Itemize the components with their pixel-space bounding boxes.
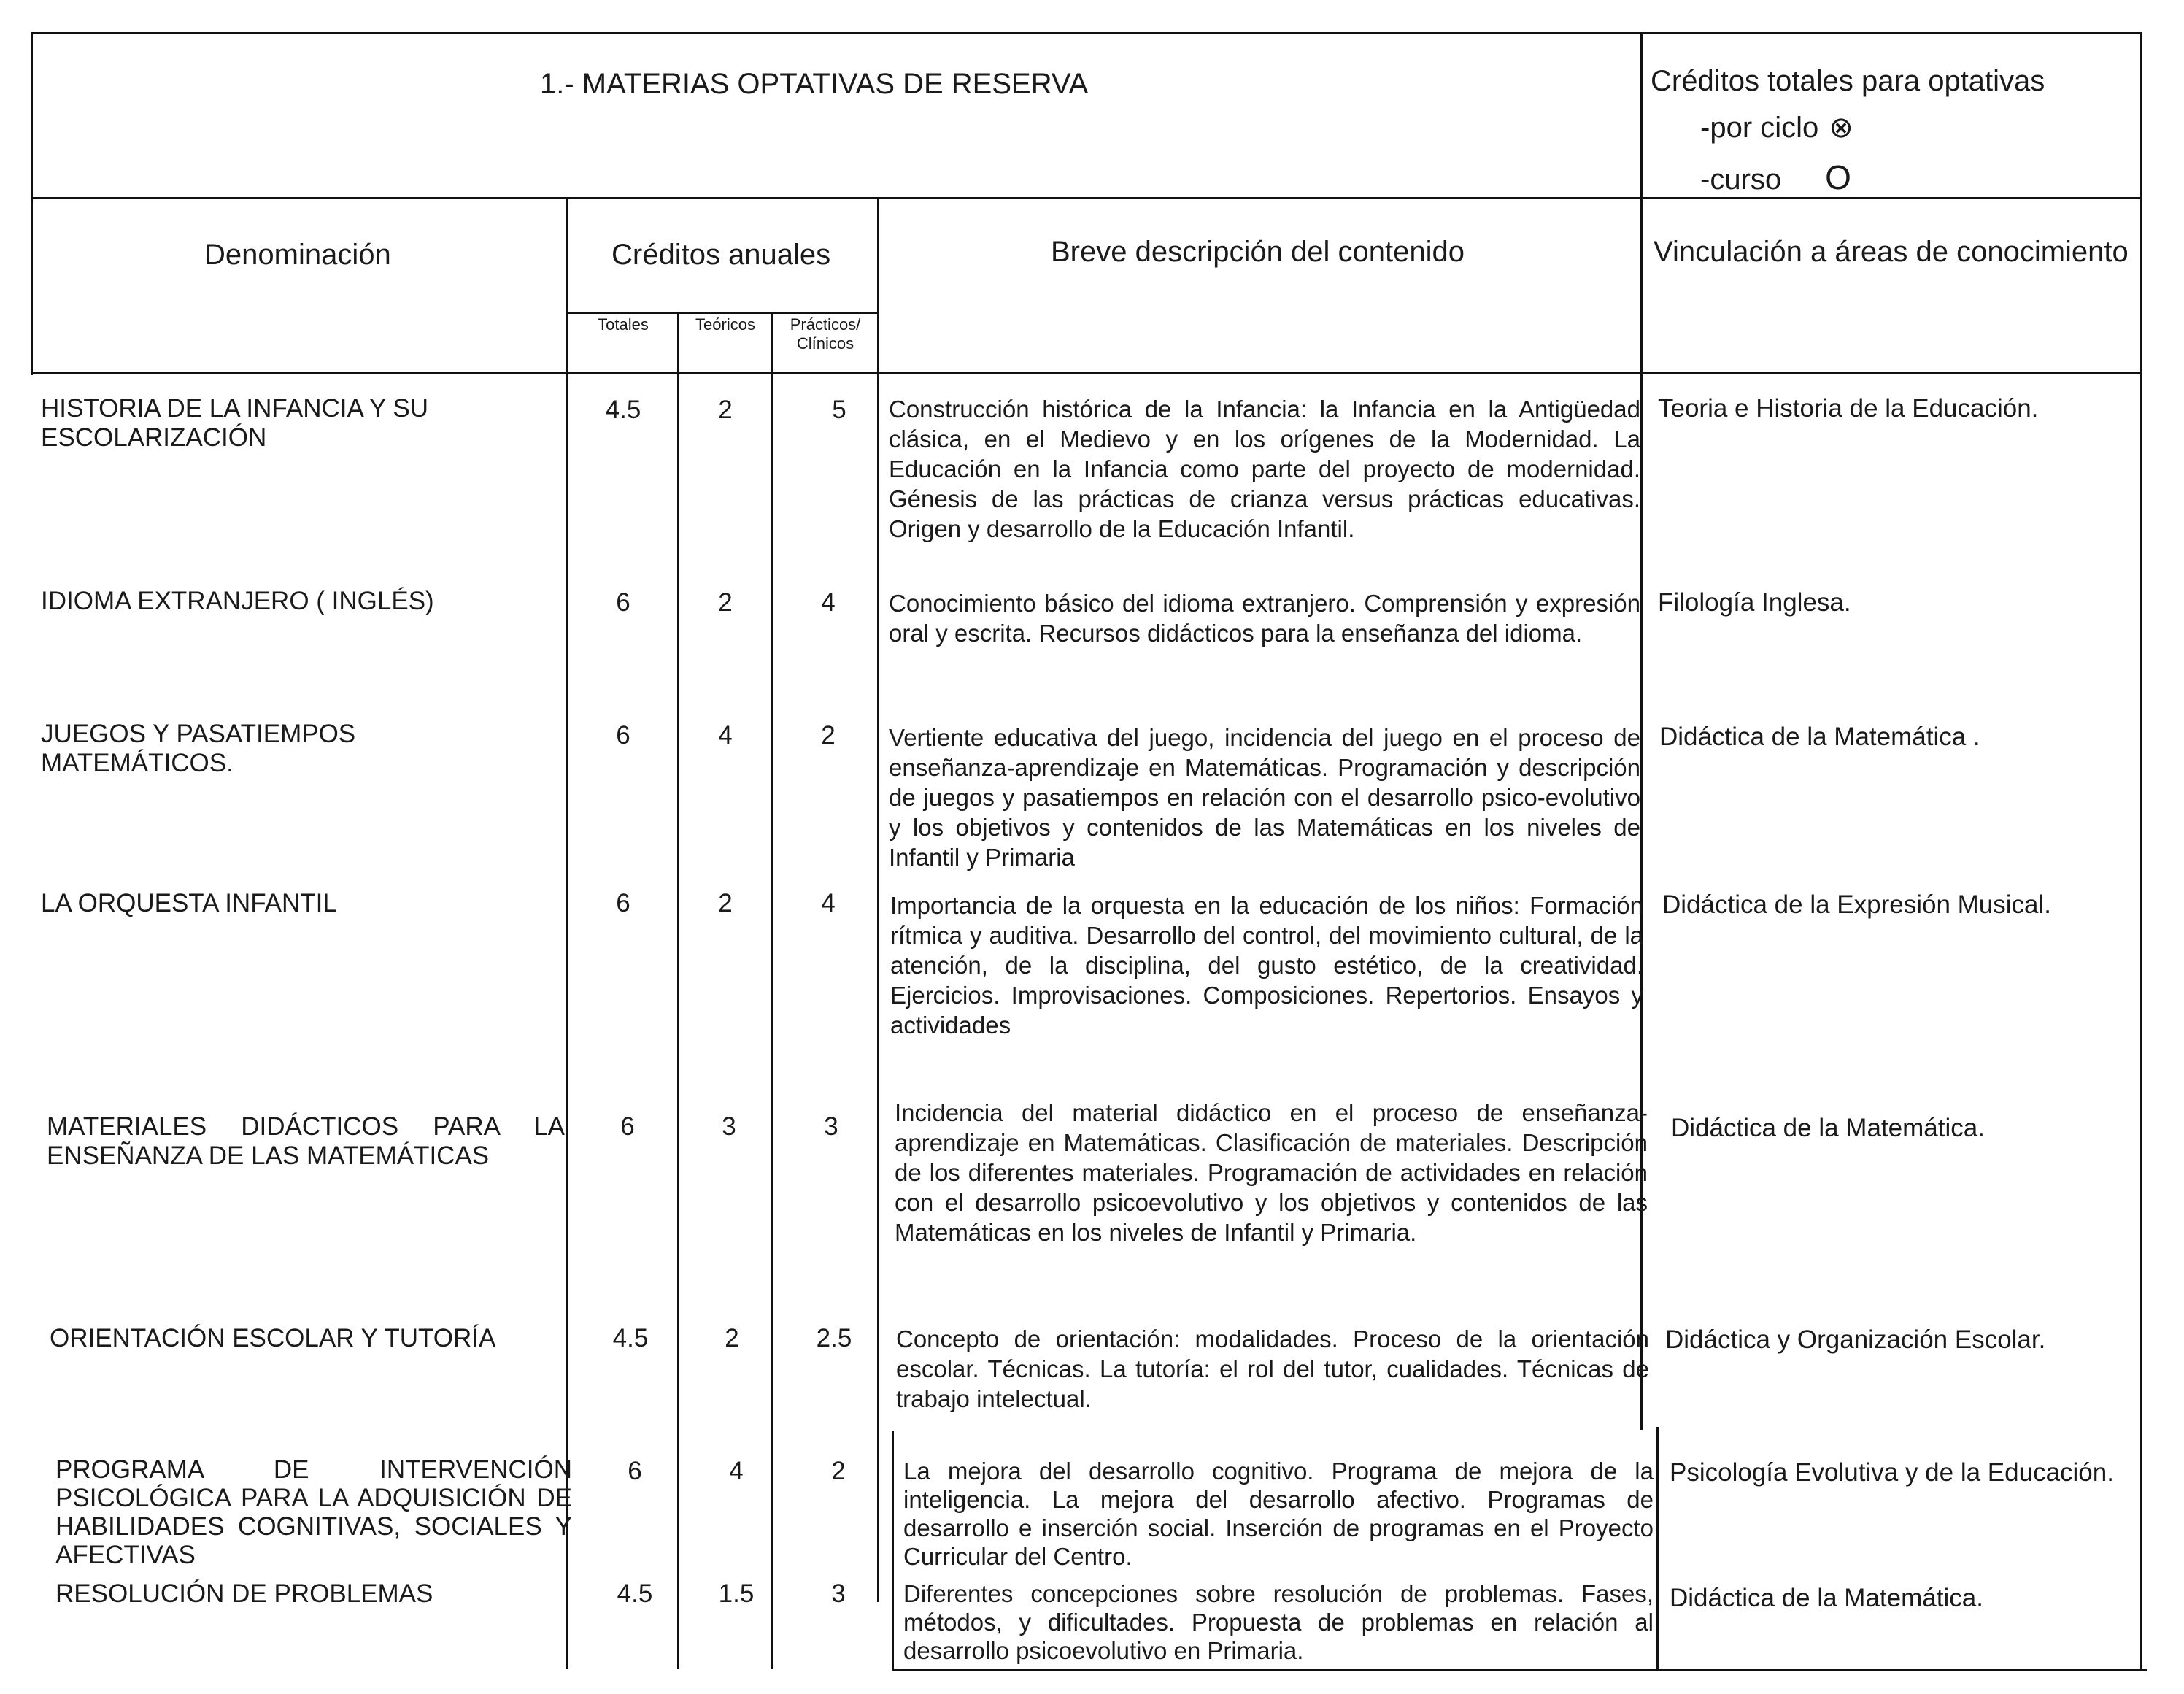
row-4-area: Didáctica de la Matemática. xyxy=(1671,1114,1985,1142)
row-1-name: IDIOMA EXTRANJERO ( INGLÉS) xyxy=(41,587,434,615)
row-7-name: RESOLUCIÓN DE PROBLEMAS xyxy=(55,1579,433,1608)
col-header-vinculacion: Vinculación a áreas de conocimiento xyxy=(1654,236,2129,268)
row-4-name: MATERIALES DIDÁCTICOS PARA LA ENSEÑANZA DE LAS MATEMÁTICAS xyxy=(47,1112,565,1170)
row-6-name: PROGRAMA DE INTERVENCIÓN PSICOLÓGICA PARA LA ADQUISICIÓN DE HABILIDADES COGNITIVAS, SOCIALES Y AFECTIVAS xyxy=(55,1455,572,1569)
row-7-description: Diferentes concepciones sobre resolución de problemas. Fases, métodos, y dificultades. Propuesta de problemas en relación al desarrollo psicoevolutivo en Primaria. xyxy=(903,1580,1654,1664)
por-ciclo-label: -por ciclo xyxy=(1700,112,1819,144)
table-border-right xyxy=(2140,32,2142,1671)
row-3-description: Importancia de la orquesta en la educación de los niños: Formación rítmica y auditiva. Desarrollo del control, del movimiento cultural, de la atención, de la disciplina, del gusto estético, de la creatividad. Ejercicios. Improvisaciones. Composiciones. Repertorios. Ensayos y actividades xyxy=(890,892,1643,1039)
col-header-totales: Totales xyxy=(598,315,649,334)
row-3-name: LA ORQUESTA INFANTIL xyxy=(41,889,337,917)
row-5-description: Concepto de orientación: modalidades. Proceso de la orientación escolar. Técnicas. La tutoría: el rol del tutor, cualidades. Técnicas de trabajo intelectual. xyxy=(896,1325,1649,1412)
row-0-totales: 4.5 xyxy=(605,396,641,424)
row-6-totales: 6 xyxy=(628,1457,642,1485)
col-divider-vinculacion-lower xyxy=(1656,1427,1659,1671)
row-2-totales: 6 xyxy=(616,721,630,750)
header-divider xyxy=(31,197,2142,199)
row-7-teoricos: 1.5 xyxy=(718,1579,755,1608)
row-3-practicos: 4 xyxy=(821,889,836,917)
checked-circle-icon: ⊗ xyxy=(1829,112,1853,144)
row-0-teoricos: 2 xyxy=(718,396,733,424)
row-5-practicos: 2.5 xyxy=(816,1324,852,1352)
row-4-teoricos: 3 xyxy=(722,1112,736,1141)
table-border-left xyxy=(31,32,33,375)
row-4-totales: 6 xyxy=(620,1112,635,1141)
row-3-totales: 6 xyxy=(616,889,630,917)
table-border-top xyxy=(31,32,2142,34)
row-5-area: Didáctica y Organización Escolar. xyxy=(1665,1325,2046,1354)
row-1-totales: 6 xyxy=(616,588,630,617)
row-0-practicos: 5 xyxy=(832,396,846,424)
row-2-area: Didáctica de la Matemática . xyxy=(1659,723,1980,751)
col-header-teoricos: Teóricos xyxy=(695,315,755,334)
curso-label: -curso xyxy=(1700,163,1782,196)
row-3-area: Didáctica de la Expresión Musical. xyxy=(1662,890,2052,919)
row-4-description: Incidencia del material didáctico en el proceso de enseñanza-aprendizaje en Matemáticas. Clasificación de materiales. Descripción de los diferentes materiales. Programación de actividades en relación con el desarrollo psicoevolutivo y los objetivos y contenidos de las Matemáticas en los niveles de Infantil y Primaria. xyxy=(895,1099,1648,1246)
row-1-teoricos: 2 xyxy=(718,588,733,617)
row-0-area: Teoria e Historia de la Educación. xyxy=(1658,394,2039,423)
col-divider-descripcion-lower xyxy=(892,1431,894,1671)
row-2-name: JUEGOS Y PASATIEMPOS MATEMÁTICOS. xyxy=(41,720,356,777)
row-6-area: Psicología Evolutiva y de la Educación. xyxy=(1670,1458,2114,1487)
row-2-description: Vertiente educativa del juego, incidencia del juego en el proceso de enseñanza-aprendizaje en Matemáticas. Programación y descripción de juegos y pasatiempos en relación con el desarrollo psico-evolutivo y los objetivos y contenidos de las Matemáticas en los niveles de Infantil y Primaria xyxy=(889,724,1640,871)
row-1-practicos: 4 xyxy=(821,588,836,617)
row-2-practicos: 2 xyxy=(821,721,836,750)
row-1-area: Filología Inglesa. xyxy=(1658,588,1851,617)
empty-circle-icon: O xyxy=(1825,158,1851,196)
row-7-practicos: 3 xyxy=(831,1579,846,1608)
row-6-description: La mejora del desarrollo cognitivo. Programa de mejora de la inteligencia. La mejora del desarrollo afectivo. Programas de desarrollo e inserción social. Inserción de programas en el Proyecto Curricular del Centro. xyxy=(903,1458,1654,1570)
row-6-practicos: 2 xyxy=(831,1457,846,1485)
row-5-totales: 4.5 xyxy=(612,1324,649,1352)
row-5-teoricos: 2 xyxy=(725,1324,739,1352)
row-4-practicos: 3 xyxy=(824,1112,838,1141)
row-2-teoricos: 4 xyxy=(718,721,733,750)
row-3-teoricos: 2 xyxy=(718,889,733,917)
col-header-practicos: Prácticos/ Clínicos xyxy=(790,315,861,353)
row-6-teoricos: 4 xyxy=(729,1457,744,1485)
row-1-description: Conocimiento básico del idioma extranjero. Comprensión y expresión oral y escrita. Recursos didácticos para la enseñanza del idioma. xyxy=(889,590,1640,647)
row-5-name: ORIENTACIÓN ESCOLAR Y TUTORÍA xyxy=(50,1324,496,1352)
col-header-denominacion: Denominación xyxy=(204,239,391,271)
curso-option xyxy=(1700,158,1851,196)
row-7-area: Didáctica de la Matemática. xyxy=(1670,1584,1983,1612)
row-7-totales: 4.5 xyxy=(617,1579,653,1608)
subheader-divider xyxy=(566,312,879,314)
col-divider-creditos-left xyxy=(566,197,568,1669)
col-header-creditos: Créditos anuales xyxy=(611,239,831,271)
row-0-description: Construcción histórica de la Infancia: la Infancia en la Antigüedad clásica, en el Medievo y en los orígenes de la Modernidad. La Educación en la Infancia como parte del proyecto de modernidad. Génesis de las prácticas de crianza versus prácticas educativas. Origen y desarrollo de la Educación Infantil. xyxy=(889,396,1640,542)
col-header-descripcion: Breve descripción del contenido xyxy=(1051,236,1465,268)
column-header-bottom xyxy=(31,372,2142,374)
table-border-bottom xyxy=(892,1669,2147,1671)
por-ciclo-option xyxy=(1700,111,1853,145)
credits-label: Créditos totales para optativas xyxy=(1651,65,2045,97)
page-title: 1.- MATERIAS OPTATIVAS DE RESERVA xyxy=(540,68,1089,100)
row-0-name: HISTORIA DE LA INFANCIA Y SU ESCOLARIZACIÓN xyxy=(41,394,429,452)
